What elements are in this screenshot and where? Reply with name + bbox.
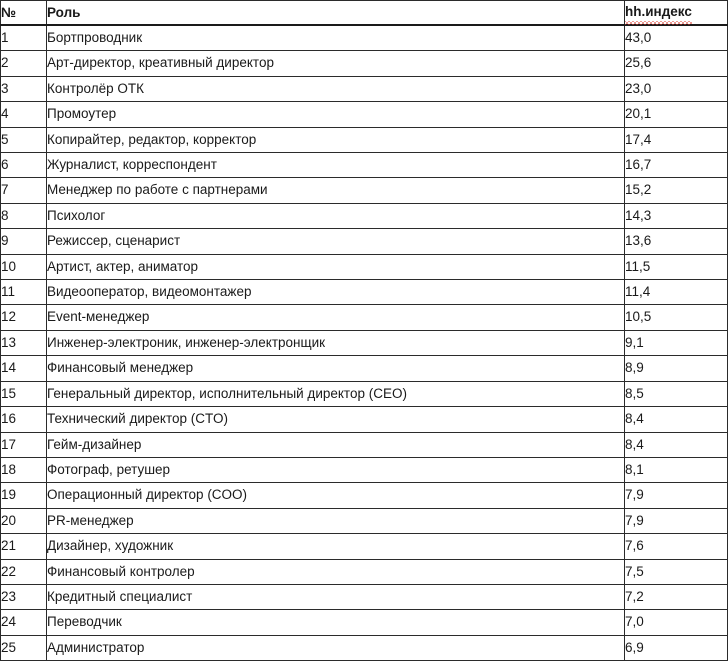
table-row [1,432,728,457]
cell-role: Контролёр ОТК [47,76,625,101]
cell-number: 3 [1,76,47,101]
table-header-row [1,1,728,26]
cell-role: Администратор [47,635,625,660]
table-row [1,356,728,381]
cell-number: 17 [1,432,47,457]
cell-hh-index: 8,9 [625,356,728,381]
column-header-hh-index-text: hh.индекс [625,1,692,24]
cell-number: 8 [1,203,47,228]
cell-hh-index: 20,1 [625,102,728,127]
cell-hh-index: 7,9 [625,508,728,533]
cell-number: 12 [1,305,47,330]
cell-role: Копирайтер, редактор, корректор [47,127,625,152]
table-row [1,25,728,51]
table-row [1,305,728,330]
cell-hh-index: 7,9 [625,483,728,508]
cell-role: Видеооператор, видеомонтажер [47,280,625,305]
table-row [1,76,728,101]
cell-number: 2 [1,51,47,76]
cell-role: Арт-директор, креативный директор [47,51,625,76]
table-row [1,407,728,432]
cell-number: 18 [1,457,47,482]
cell-number: 19 [1,483,47,508]
cell-hh-index: 9,1 [625,330,728,355]
table-body [1,25,728,661]
table-row [1,178,728,203]
table-header [1,1,728,26]
cell-role: Финансовый контролер [47,559,625,584]
cell-number: 20 [1,508,47,533]
cell-role: Финансовый менеджер [47,356,625,381]
table-row [1,153,728,178]
cell-number: 1 [1,25,47,51]
cell-number: 10 [1,254,47,279]
table-row [1,203,728,228]
table-row [1,635,728,660]
cell-hh-index: 17,4 [625,127,728,152]
table-row [1,534,728,559]
table-row [1,254,728,279]
cell-role: Журналист, корреспондент [47,153,625,178]
cell-role: Психолог [47,203,625,228]
cell-role: Бортпроводник [47,25,625,51]
table-row [1,102,728,127]
cell-hh-index: 7,0 [625,610,728,635]
cell-number: 11 [1,280,47,305]
table-row [1,381,728,406]
cell-role: Технический директор (CTO) [47,407,625,432]
cell-hh-index: 13,6 [625,229,728,254]
cell-hh-index: 8,4 [625,407,728,432]
cell-number: 23 [1,584,47,609]
table-row [1,610,728,635]
cell-role: Фотограф, ретушер [47,457,625,482]
cell-hh-index: 43,0 [625,25,728,51]
cell-number: 25 [1,635,47,660]
cell-role: Операционный директор (COO) [47,483,625,508]
cell-role: Генеральный директор, исполнительный директор (CEO) [47,381,625,406]
cell-number: 5 [1,127,47,152]
cell-number: 15 [1,381,47,406]
cell-role: Кредитный специалист [47,584,625,609]
cell-role: Артист, актер, аниматор [47,254,625,279]
cell-number: 16 [1,407,47,432]
cell-number: 22 [1,559,47,584]
cell-role: Инженер-электроник, инженер-электронщик [47,330,625,355]
table-row [1,584,728,609]
cell-hh-index: 10,5 [625,305,728,330]
cell-role: Режиссер, сценарист [47,229,625,254]
cell-role: Менеджер по работе с партнерами [47,178,625,203]
cell-number: 24 [1,610,47,635]
column-header-role: Роль [47,1,625,26]
cell-role: PR-менеджер [47,508,625,533]
cell-number: 4 [1,102,47,127]
cell-hh-index: 8,4 [625,432,728,457]
cell-role: Дизайнер, художник [47,534,625,559]
cell-hh-index: 6,9 [625,635,728,660]
cell-hh-index: 25,6 [625,51,728,76]
cell-hh-index: 16,7 [625,153,728,178]
cell-number: 21 [1,534,47,559]
table-row [1,483,728,508]
column-header-hh-index [625,1,728,26]
cell-hh-index: 14,3 [625,203,728,228]
cell-role: Гейм-дизайнер [47,432,625,457]
cell-hh-index: 23,0 [625,76,728,101]
cell-hh-index: 7,6 [625,534,728,559]
table-row [1,559,728,584]
cell-hh-index: 11,4 [625,280,728,305]
cell-role: Переводчик [47,610,625,635]
cell-hh-index: 11,5 [625,254,728,279]
table-row [1,127,728,152]
cell-hh-index: 7,5 [625,559,728,584]
column-header-number: № [1,1,47,26]
table-row [1,51,728,76]
cell-number: 9 [1,229,47,254]
table-row [1,457,728,482]
cell-number: 6 [1,153,47,178]
cell-role: Event-менеджер [47,305,625,330]
cell-hh-index: 8,5 [625,381,728,406]
cell-hh-index: 7,2 [625,584,728,609]
table-row [1,280,728,305]
table-row [1,330,728,355]
table-row [1,508,728,533]
cell-number: 14 [1,356,47,381]
cell-number: 13 [1,330,47,355]
cell-hh-index: 15,2 [625,178,728,203]
table-row [1,229,728,254]
cell-role: Промоутер [47,102,625,127]
cell-hh-index: 8,1 [625,457,728,482]
cell-number: 7 [1,178,47,203]
